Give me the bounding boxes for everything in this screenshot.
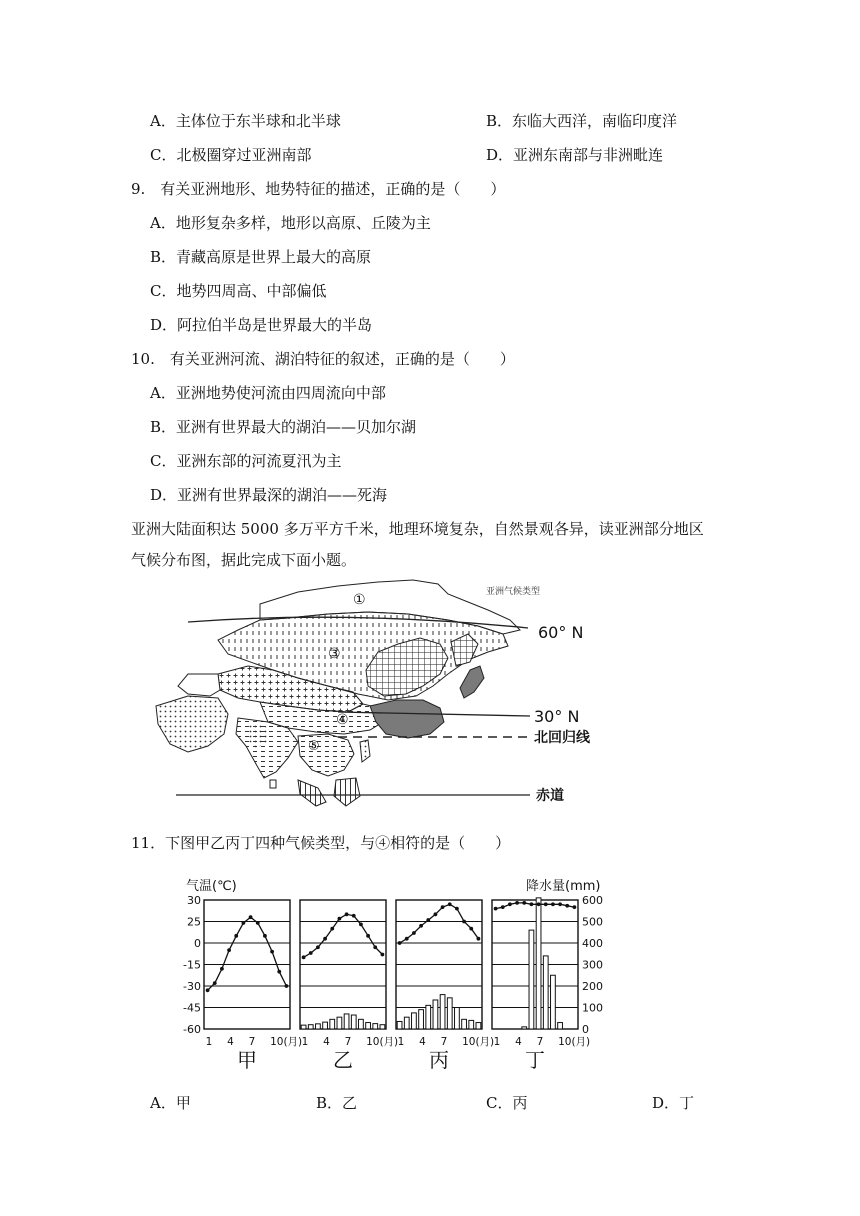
month-tick-label: 1 — [205, 1036, 213, 1048]
temperature-point — [469, 927, 473, 931]
month-tick-label: 1 — [493, 1036, 501, 1048]
month-tick-label: 4 — [227, 1036, 234, 1048]
temperature-point — [501, 905, 505, 909]
temperature-point — [330, 927, 334, 931]
temp-tick-label: -60 — [183, 1023, 201, 1036]
temperature-point — [220, 967, 224, 971]
panel-name-label: 丙 — [429, 1048, 449, 1072]
region-3-label: ③ — [328, 646, 341, 662]
intro-line-1: 亚洲大陆面积达 5000 多万平方千米，地理环境复杂，自然景观各异，读亚洲部分地区 — [131, 520, 704, 538]
precip-bar — [359, 1019, 364, 1029]
precip-bar — [469, 1020, 474, 1029]
q10-option-a: A．亚洲地势使河流由四周流向中部 — [150, 384, 386, 402]
q11-stem: 11．下图甲乙丙丁四种气候类型，与④相符的是（ ） — [131, 834, 511, 852]
q11-option-b: B．乙 — [316, 1094, 358, 1112]
temperature-point — [256, 921, 260, 925]
temperature-point — [426, 918, 430, 922]
temperature-point — [565, 904, 569, 908]
temperature-point — [508, 902, 512, 906]
precip-bar — [366, 1023, 371, 1029]
month-tick-label: 4 — [323, 1036, 330, 1048]
temperature-point — [448, 902, 452, 906]
precip-bar — [316, 1024, 321, 1029]
precip-bar — [462, 1019, 467, 1029]
precip-tick-label: 500 — [582, 915, 603, 929]
month-tick-label: 1 — [397, 1036, 405, 1048]
temperature-point — [213, 981, 217, 985]
panel-name-label: 甲 — [237, 1048, 257, 1072]
panel-name-label: 丁 — [525, 1048, 545, 1072]
temp-tick-label: 0 — [194, 937, 201, 950]
temperature-point — [522, 901, 526, 905]
q11-option-c: C．丙 — [486, 1094, 528, 1112]
precip-bar — [476, 1023, 481, 1029]
temperature-point — [441, 905, 445, 909]
temperature-point — [412, 931, 416, 935]
temperature-point — [206, 988, 210, 992]
temperature-point — [366, 934, 370, 938]
precip-bar — [323, 1022, 328, 1029]
q8-option-c: C．北极圈穿过亚洲南部 — [150, 146, 312, 164]
borneo-region — [334, 778, 360, 806]
mediterranean-region — [178, 674, 220, 696]
q9-option-d: D．阿拉伯半岛是世界最大的半岛 — [150, 316, 373, 334]
precip-tick-label: 600 — [582, 894, 603, 907]
temperature-point — [405, 937, 409, 941]
japan-region — [460, 666, 484, 698]
q8-option-d: D．亚洲东南部与非洲毗连 — [486, 146, 664, 164]
q11-option-a: A．甲 — [150, 1094, 191, 1112]
temperature-point — [558, 902, 562, 906]
temperature-point — [345, 912, 349, 916]
temperature-point — [398, 941, 402, 945]
intro-line-2: 气候分布图，据此完成下面小题。 — [131, 551, 357, 569]
month-tick-label: 4 — [419, 1036, 426, 1048]
region-5-label: ⑤ — [308, 739, 320, 754]
temp-tick-label: 30 — [187, 894, 201, 907]
temperature-point — [277, 970, 281, 974]
q10-option-d: D．亚洲有世界最深的湖泊——死海 — [150, 486, 388, 504]
temp-tick-label: 25 — [187, 915, 201, 929]
temperature-point — [270, 950, 274, 954]
precip-bar — [529, 930, 534, 1029]
month-tick-label: 10(月) — [558, 1036, 591, 1048]
asia-climate-map — [148, 574, 608, 824]
temperature-point — [381, 953, 385, 957]
philippines-region — [360, 740, 370, 762]
month-tick-label: 7 — [536, 1036, 544, 1048]
q9-option-a: A．地形复杂多样，地形以高原、丘陵为主 — [150, 214, 431, 232]
temp-axis-title: 气温(℃) — [186, 879, 237, 894]
subtropical-monsoon-region — [370, 700, 444, 738]
equator-label: 赤道 — [536, 788, 564, 804]
precip-bar — [373, 1024, 378, 1029]
temperature-point — [573, 905, 577, 909]
region-1-label: ① — [353, 592, 366, 608]
tropic-label: 北回归线 — [534, 730, 590, 746]
temperature-point — [316, 945, 320, 949]
precip-bar — [433, 1000, 438, 1029]
indochina-region — [298, 734, 354, 776]
month-tick-label: 10(月) — [462, 1036, 495, 1048]
precip-bar — [397, 1021, 402, 1029]
temperature-point — [302, 955, 306, 959]
lat-30-label: 30° N — [534, 707, 580, 726]
precip-bar — [308, 1025, 313, 1029]
month-tick-label: 10(月) — [270, 1036, 303, 1048]
panel-name-label: 乙 — [333, 1048, 353, 1072]
climate-charts — [178, 872, 628, 1082]
month-tick-label: 7 — [248, 1036, 256, 1048]
precip-tick-label: 400 — [582, 937, 603, 950]
temperature-point — [477, 937, 481, 941]
temperature-point — [515, 901, 519, 905]
q10-option-b: B．亚洲有世界最大的湖泊——贝加尔湖 — [150, 418, 417, 436]
temperature-point — [494, 907, 498, 911]
temperature-point — [544, 902, 548, 906]
temperature-point — [537, 902, 541, 906]
month-tick-label: 7 — [440, 1036, 448, 1048]
precip-bar — [536, 898, 541, 1029]
temp-tick-label: -45 — [183, 1001, 201, 1015]
temperature-point — [455, 907, 459, 911]
temperature-point — [462, 920, 466, 924]
temperature-point — [434, 912, 438, 916]
month-tick-label: 10(月) — [366, 1036, 399, 1048]
temperature-point — [309, 951, 313, 955]
lat-60-label: 60° N — [538, 623, 584, 642]
precip-bar — [404, 1017, 409, 1029]
temperature-point — [373, 945, 377, 949]
q11-option-d: D．丁 — [652, 1094, 695, 1112]
precip-bar — [380, 1025, 385, 1029]
precip-bar — [447, 998, 452, 1029]
temp-tick-label: -30 — [183, 980, 201, 993]
month-tick-label: 7 — [344, 1036, 352, 1048]
precip-bar — [426, 1005, 431, 1029]
region-4-label: ④ — [336, 712, 349, 728]
indonesia-region — [298, 780, 326, 806]
precip-tick-label: 0 — [582, 1023, 589, 1036]
precip-axis-title: 降水量(mm) — [526, 879, 601, 894]
temperature-point — [338, 917, 342, 921]
q10-option-c: C．亚洲东部的河流夏汛为主 — [150, 452, 342, 470]
month-tick-label: 1 — [301, 1036, 309, 1048]
precip-bar — [551, 975, 556, 1029]
precip-bar — [301, 1025, 306, 1029]
temperature-point — [263, 934, 267, 938]
temp-tick-label: -15 — [183, 958, 201, 972]
temperature-point — [530, 902, 534, 906]
precip-bar — [330, 1019, 335, 1029]
q10-stem: 10. 有关亚洲河流、湖泊特征的叙述，正确的是（ ） — [131, 350, 515, 368]
temperature-point — [242, 921, 246, 925]
map-title: 亚洲气候类型 — [486, 587, 541, 597]
temperature-point — [249, 915, 253, 919]
temperature-point — [419, 924, 423, 928]
q9-option-b: B．青藏高原是世界上最大的高原 — [150, 248, 372, 266]
q9-stem: 9. 有关亚洲地形、地势特征的描述，正确的是（ ） — [131, 180, 506, 198]
temperature-point — [551, 902, 555, 906]
temperature-point — [323, 937, 327, 941]
precip-tick-label: 200 — [582, 980, 603, 993]
precip-bar — [412, 1013, 417, 1029]
q8-option-b: B．东临大西洋，南临印度洋 — [486, 112, 678, 130]
month-tick-label: 4 — [515, 1036, 522, 1048]
precip-bar — [337, 1017, 342, 1029]
precip-bar — [543, 956, 548, 1029]
sri-lanka — [270, 780, 276, 788]
q8-option-a: A．主体位于东半球和北半球 — [150, 112, 341, 130]
temperature-point — [359, 922, 363, 926]
temperature-point — [234, 934, 238, 938]
precip-bar — [344, 1014, 349, 1029]
precip-tick-label: 300 — [582, 958, 603, 972]
precip-bar — [558, 1023, 563, 1029]
temperature-point — [227, 948, 231, 952]
q9-option-c: C．地势四周高、中部偏低 — [150, 282, 327, 300]
temperature-point — [352, 914, 356, 918]
arabia-desert-region — [156, 696, 228, 752]
precip-bar — [440, 995, 445, 1029]
precip-bar — [522, 1027, 527, 1029]
precip-bar — [351, 1015, 356, 1029]
precip-bar — [455, 1008, 460, 1030]
precip-bar — [419, 1010, 424, 1029]
precip-tick-label: 100 — [582, 1001, 603, 1015]
temperature-point — [285, 984, 289, 988]
